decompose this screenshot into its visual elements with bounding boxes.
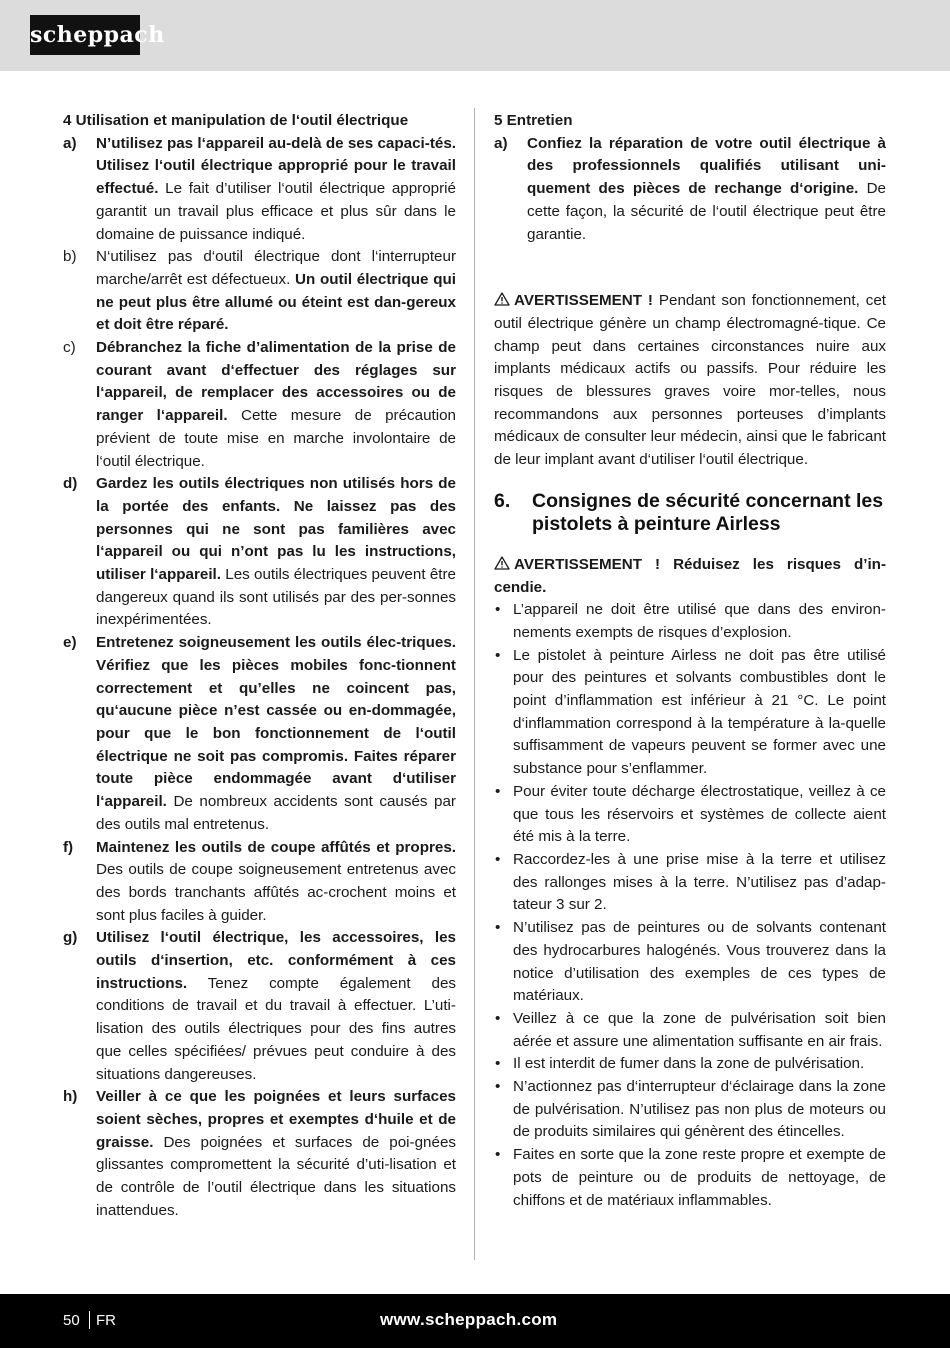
instruction-item: [63, 473, 456, 632]
bullet-marker: •: [495, 1009, 501, 1027]
item-label: b): [63, 248, 77, 266]
instruction-item: [63, 246, 456, 337]
warning-triangle-icon: [494, 556, 510, 570]
bullet-item: [494, 599, 886, 644]
bullet-marker: •: [495, 1055, 501, 1073]
item-label: a): [63, 134, 77, 152]
item-text: [96, 473, 456, 632]
warning-triangle-icon: [494, 292, 510, 306]
warning-label: AVERTISSEMENT ! Réduisez les risques d’in-cendie.: [494, 555, 886, 596]
item-bold-text: Un outil électrique qui ne peut plus être allumé ou éteint est dan-gereux et doit être réparé.: [96, 270, 456, 334]
item-normal-text: De cette façon, la sécurité de l‘outil électrique peut être garantie.: [527, 180, 886, 243]
item-text: [96, 246, 456, 337]
page-number: 50: [63, 1312, 80, 1329]
bullet-marker: •: [495, 850, 501, 868]
item-bold-text: Maintenez les outils de coupe affûtés et propres.: [96, 838, 456, 856]
instruction-item: [63, 632, 456, 836]
bullet-item: [494, 1144, 886, 1212]
bullet-marker: •: [495, 601, 501, 619]
item-normal-text: N‘utilisez pas d‘outil électrique dont l‘interrupteur marche/arrêt est défectueux.: [96, 248, 456, 288]
item-text: [96, 1086, 456, 1222]
right-column: [494, 110, 886, 1212]
item-normal-text: Cette mesure de précaution prévient de toute mise en marche involontaire de l‘outil électrique.: [96, 407, 457, 470]
section-4-items: [63, 133, 456, 1223]
section-6-number: 6.: [494, 489, 511, 512]
item-bold-text: Utilisez l‘outil électrique, les accessoires, les outils d‘insertion, etc. conformément à ces instructions.: [96, 929, 456, 992]
bullet-marker: •: [495, 1078, 501, 1096]
item-normal-text: Le fait d’utiliser l‘outil électrique approprié garantit un travail plus efficace et plus sûr dans le domaine de puissance indiqué.: [96, 180, 456, 243]
bullet-item: [494, 1076, 886, 1144]
item-label: a): [494, 134, 508, 152]
bullet-item: [494, 1053, 886, 1076]
item-bold-text: Entretenez soigneusement les outils élec-triques. Vérifiez que les pièces mobiles fonc-tionnent correctement et qu’elles ne coincent pas, qu‘aucune pièce n’est cassée ou en-dommagée, pour que le bon fonctionnement de l‘outil électrique ne soit pas compromis. Faites réparer toute pièce endommagée avant d‘utiliser l‘appareil.: [96, 634, 456, 811]
emf-warning: [494, 290, 886, 472]
warning-label: AVERTISSEMENT !: [514, 292, 653, 310]
item-normal-text: De nombreux accidents sont causés par des outils mal entretenus.: [96, 793, 456, 833]
instruction-item: [63, 337, 456, 473]
bullet-item: [494, 849, 886, 917]
item-text: [96, 337, 456, 473]
item-label: d): [63, 475, 78, 493]
bullet-text: Pour éviter toute décharge électrostatique, veillez à ce que tous les réservoirs et systèmes de collecte aient été mis à la terre.: [513, 782, 886, 846]
instruction-item: [63, 1086, 456, 1222]
bullet-text: Le pistolet à peinture Airless ne doit pas être utilisé pour des peintures et solvants combustibles dont le point d’inflammation est inférieur à 21 °C. Le point d‘inflammation correspond à la température à la-quelle suffisamment de vapeurs peuvent se former avec une substance pour s’enflammer.: [513, 646, 886, 778]
item-label: f): [63, 838, 74, 856]
bullet-item: [494, 645, 886, 781]
item-bold-text: Confiez la réparation de votre outil électrique à des professionnels qualifiés utilisant uni-quement des pièces de rechange d‘origine.: [527, 134, 886, 198]
page-footer: [0, 1294, 950, 1348]
airless-safety-bullets: [494, 599, 886, 1212]
instruction-item: [63, 927, 456, 1086]
bullet-item: [494, 781, 886, 849]
page-header: [0, 0, 950, 71]
bullet-text: N’utilisez pas de peintures ou de solvants contenant des hydrocarbures halogénés. Vous trouverez dans la notice d’utilisation des exemples de ces types de matériaux.: [513, 919, 886, 1005]
bullet-text: Faites en sorte que la zone reste propre et exempte de pots de peinture ou de produits de nettoyage, de chiffons et de matériaux inflammables.: [513, 1146, 886, 1209]
bullet-item: [494, 1008, 886, 1053]
item-text: [527, 133, 886, 247]
item-label: g): [63, 929, 78, 947]
column-divider: [474, 108, 475, 1260]
footer-separator: [89, 1311, 90, 1329]
warning-text: Pendant son fonctionnement, cet outil électrique génère un champ électromagné-tique. Ce champ peut dans certaines circonstances nuire aux implants médicaux actifs ou passifs. Pour réduire les risques de blessures graves voire mor-telles, nous recommandons aux personnes porteuses d’implants médicaux de consulter leur médecin, ainsi que le fabricant de leur implant avant d‘utiliser l‘outil électrique.: [494, 292, 886, 469]
bullet-marker: •: [495, 782, 501, 800]
website-link[interactable]: www.scheppach.com: [380, 1310, 558, 1329]
section-5-heading: 5 Entretien: [494, 112, 573, 129]
item-text: [96, 133, 456, 247]
bullet-text: L’appareil ne doit être utilisé que dans des environ-nements exempts de risques d’explosion.: [513, 601, 886, 641]
item-bold-text: N’utilisez pas l‘appareil au-delà de ses capaci-tés. Utilisez l‘outil électrique approprié pour le travail effectué.: [96, 134, 456, 198]
left-column: [63, 110, 456, 1222]
item-bold-text: Débranchez la fiche d’alimentation de la prise de courant avant d‘effectuer des réglages sur l‘appareil, de remplacer des accessoires ou de ranger l‘appareil.: [96, 339, 456, 425]
bullet-text: Veillez à ce que la zone de pulvérisation soit bien aérée et assure une alimentation suffisante en air frais.: [513, 1009, 886, 1050]
instruction-item: [63, 837, 456, 928]
item-normal-text: Les outils électriques peuvent être dangereux quand ils sont utilisés par des per-sonnes inexpérimentées.: [96, 566, 456, 629]
section-6-title: Consignes de sécurité concernant les pistolets à peinture Airless: [532, 489, 884, 535]
section-4-heading: 4 Utilisation et manipulation de l‘outil électrique: [63, 112, 409, 129]
bullet-marker: •: [495, 1146, 501, 1164]
instruction-item: [63, 133, 456, 247]
bullet-marker: •: [495, 646, 501, 664]
item-text: [96, 927, 456, 1086]
bullet-text: Raccordez-les à une prise mise à la terre et utilisez des rallonges mises à la terre. N’utilisez pas d’adap-tateur 3 sur 2.: [513, 850, 886, 914]
bullet-item: [494, 917, 886, 1008]
section-5-item-a: [494, 133, 886, 247]
fire-warning: [494, 554, 886, 599]
item-normal-text: Des outils de coupe soigneusement entretenus avec des bords tranchants affûtés ac-crochent moins et sont plus faciles à guider.: [96, 861, 456, 924]
item-label: h): [63, 1088, 78, 1106]
item-text: [96, 632, 456, 836]
item-label: e): [63, 634, 77, 652]
language-code: FR: [96, 1312, 116, 1329]
item-text: [96, 837, 456, 928]
item-bold-text: Gardez les outils électriques non utilisés hors de la portée des enfants. Ne laissez pas des personnes qui ne sont pas familières avec l‘appareil ou qui n’ont pas lu les instructions, utiliser l‘appareil.: [96, 475, 456, 584]
bullet-text: Il est interdit de fumer dans la zone de pulvérisation.: [513, 1055, 865, 1073]
bullet-marker: •: [495, 919, 501, 937]
section-6-heading: [494, 490, 886, 536]
item-normal-text: Tenez compte également des conditions de travail et du travail à effectuer. L’uti-lisation des outils électriques pour des fins autres que celles spécifiées/ prévues peut conduire à des situations dangereuses.: [96, 974, 456, 1083]
item-normal-text: Des poignées et surfaces de poi-gnées glissantes compromettent la sécurité d’uti-lisation et de contrôle de l’outil électrique dans les situations inattendues.: [96, 1133, 456, 1219]
item-label: c): [63, 339, 76, 357]
bullet-text: N’actionnez pas d‘interrupteur d‘éclairage dans la zone de pulvérisation. N’utilisez pas non plus de moteurs ou de produits similaires qui génèrent des étincelles.: [513, 1078, 886, 1141]
brand-logo: scheppach: [30, 15, 140, 55]
item-bold-text: Veiller à ce que les poignées et leurs surfaces soient sèches, propres et exemptes d‘huile et de graisse.: [96, 1088, 456, 1151]
